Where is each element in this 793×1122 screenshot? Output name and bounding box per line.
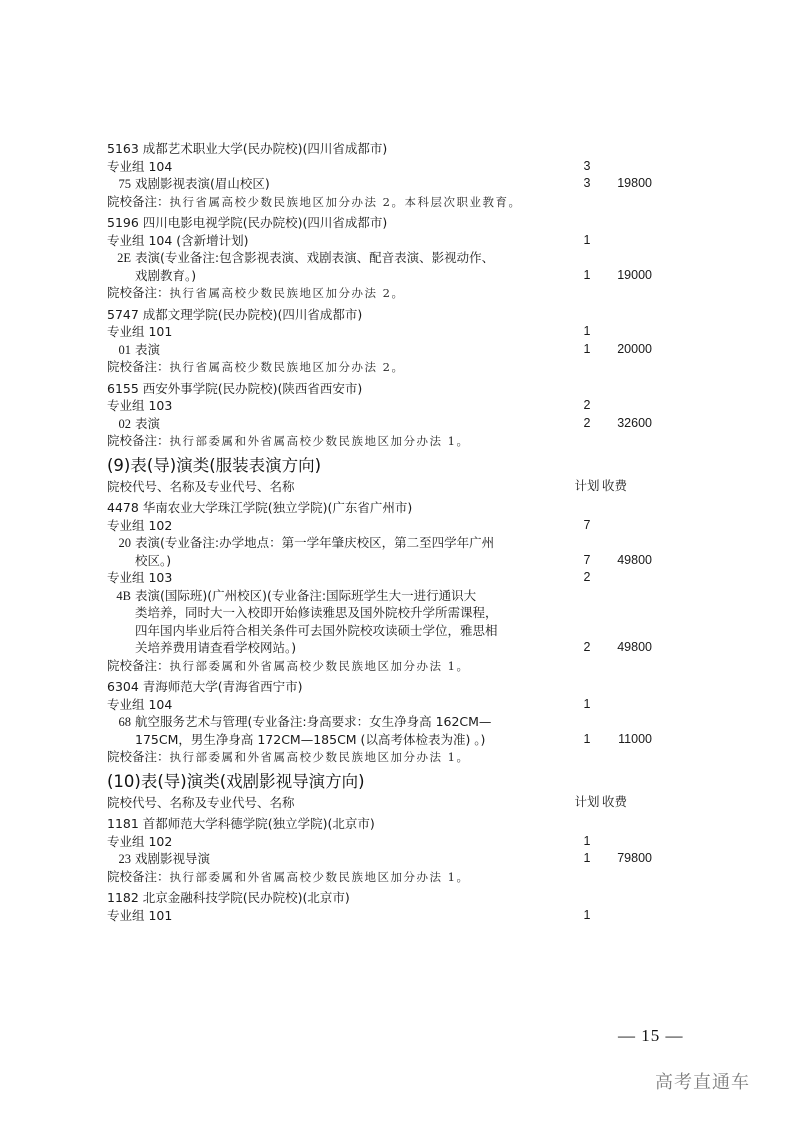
major-code: 02: [118, 416, 131, 431]
major-plan: 2: [583, 415, 591, 430]
school-header: [107, 380, 652, 398]
remark-text: 执行省属高校少数民族地区加分办法 2。: [169, 360, 405, 374]
group-row: [107, 907, 652, 925]
major-plan: 1: [583, 267, 591, 282]
group-row: [107, 323, 652, 341]
group-label: 专业组 102: [107, 833, 173, 849]
major-row: [107, 534, 652, 552]
school-header-text: 6304 青海师范大学(青海省西宁市): [107, 679, 303, 694]
major-name: 表演: [135, 341, 161, 357]
group-row: [107, 833, 652, 851]
group-row: [107, 397, 652, 415]
school-header: [107, 306, 652, 324]
school-header-text: 6155 西安外事学院(民办院校)(陕西省西安市): [107, 380, 363, 396]
school-block: [107, 380, 652, 450]
remark-label: 院校备注：: [107, 433, 170, 448]
school-header: [107, 815, 652, 833]
school-block: [107, 499, 652, 674]
major-plan: 2: [583, 640, 591, 654]
group-label: 专业组 104: [107, 158, 173, 174]
group-plan: 1: [583, 907, 591, 922]
school-header-text: 4478 华南农业大学珠江学院(独立学院)(广东省广州市): [107, 500, 413, 515]
major-fee: 19800: [617, 176, 652, 190]
watermark-text: 高考直通车: [655, 1072, 750, 1093]
major-code: 68: [118, 715, 131, 729]
school-header-text: 1182 北京金融科技学院(民办院校)(北京市): [107, 890, 350, 905]
major-name-continued: 175CM，男生净身高 172CM—185CM (以高考体检表为准) 。): [135, 731, 486, 747]
remark-label: 院校备注：: [107, 749, 170, 764]
major-row: [107, 850, 652, 868]
major-row: [107, 341, 652, 359]
group-plan: 2: [583, 570, 591, 584]
remark-text: 执行省属高校少数民族地区加分办法 2。: [169, 286, 405, 300]
major-plan: 1: [583, 851, 591, 865]
remark-text: 执行省属高校少数民族地区加分办法 2。本科层次职业教育。: [169, 194, 522, 209]
major-row-continued: [107, 731, 652, 749]
school-block: [107, 815, 652, 885]
major-fee: 49800: [617, 640, 652, 654]
remark-text: 执行部委属和外省属高校少数民族地区加分办法 1。: [169, 658, 470, 673]
remark-text: 执行部委属和外省属高校少数民族地区加分办法 1。: [169, 869, 470, 884]
major-name: 表演(专业备注:包含影视表演、戏剧表演、配音表演、影视动作、: [135, 250, 495, 265]
group-plan: 1: [583, 833, 591, 848]
major-code: 4B: [116, 588, 131, 603]
school-block: [107, 214, 652, 302]
group-label: 专业组 103: [107, 570, 173, 585]
school-block: [107, 678, 652, 766]
column-header-row: [107, 794, 652, 812]
group-row: [107, 517, 652, 535]
major-name: 戏剧影视导演: [135, 851, 211, 866]
column-header-name: 院校代号、名称及专业代号、名称: [107, 478, 295, 494]
school-header-text: 1181 首都师范大学科德学院(独立学院)(北京市): [107, 816, 375, 831]
remark-label: 院校备注：: [107, 868, 170, 884]
major-name: 航空服务艺术与管理(专业备注:身高要求：女生净身高 162CM—: [135, 714, 492, 729]
major-name: 表演: [135, 415, 161, 431]
school-remark: [107, 284, 652, 302]
remark-text: 执行部委属和外省属高校少数民族地区加分办法 1。: [169, 434, 470, 448]
remark-label: 院校备注：: [107, 285, 170, 300]
school-remark: [107, 432, 652, 450]
major-name: 戏剧影视表演(眉山校区): [135, 176, 270, 191]
major-fee: 19000: [617, 267, 652, 282]
group-label: 专业组 101: [107, 324, 173, 339]
remark-text: 执行部委属和外省属高校少数民族地区加分办法 1。: [169, 750, 470, 764]
school-remark: [107, 868, 652, 886]
column-header-row: [107, 478, 652, 496]
major-row-continued: [107, 622, 652, 640]
major-row: [107, 175, 652, 193]
group-label: 专业组 104: [107, 696, 173, 712]
major-plan: 1: [583, 341, 591, 356]
major-row-continued: [107, 552, 652, 570]
school-remark: [107, 193, 652, 211]
major-code: 20: [118, 536, 131, 550]
major-row: [107, 713, 652, 731]
school-header-text: 5163 成都艺术职业大学(民办院校)(四川省成都市): [107, 141, 388, 156]
school-header: [107, 214, 652, 232]
group-row: [107, 696, 652, 714]
remark-label: 院校备注：: [107, 657, 170, 673]
group-plan: 1: [583, 696, 591, 711]
group-plan: 2: [583, 398, 591, 412]
major-code: 75: [118, 177, 131, 191]
school-block: [107, 889, 652, 924]
column-header-plan: 计划: [574, 478, 600, 493]
school-block: [107, 306, 652, 376]
school-header-text: 5196 四川电影电视学院(民办院校)(四川省成都市): [107, 215, 388, 230]
group-label: 专业组 101: [107, 907, 173, 923]
major-name-continued: 四年国内毕业后符合相关条件可去国外院校攻读硕士学位，雅思相: [135, 622, 498, 638]
page-number: — 15 —: [618, 1026, 684, 1045]
group-plan: 7: [583, 517, 591, 532]
major-plan: 7: [583, 552, 591, 567]
group-label: 专业组 104 (含新增计划): [107, 232, 249, 248]
group-plan: 3: [583, 158, 591, 173]
major-code: 01: [118, 342, 131, 357]
group-row: [107, 569, 652, 587]
major-fee: 32600: [617, 415, 652, 430]
major-code: 23: [118, 852, 131, 866]
major-plan: 1: [583, 731, 591, 746]
major-name-continued: 类培养，同时大一入校即开始修读雅思及国外院校升学所需课程，: [135, 605, 498, 620]
major-fee: 20000: [617, 341, 652, 356]
major-row-continued: [107, 267, 652, 285]
school-remark: [107, 748, 652, 766]
major-name-continued: 戏剧教育。): [135, 267, 197, 283]
group-row: [107, 232, 652, 250]
major-row-continued: [107, 604, 652, 622]
school-remark: [107, 657, 652, 675]
group-label: 专业组 102: [107, 517, 173, 533]
school-header: [107, 140, 652, 158]
major-code: 2E: [117, 251, 131, 265]
major-row: [107, 587, 652, 605]
section-title: (10)表(导)演类(戏剧影视导演方向): [107, 771, 365, 791]
column-header-name: 院校代号、名称及专业代号、名称: [107, 794, 295, 810]
school-header: [107, 499, 652, 517]
remark-label: 院校备注：: [107, 359, 170, 374]
group-plan: 1: [583, 324, 591, 338]
major-name-continued: 校区。): [135, 552, 172, 568]
group-plan: 1: [583, 232, 591, 247]
major-name: 表演(专业备注:办学地点：第一学年肇庆校区，第二至四学年广州: [135, 535, 495, 550]
group-row: [107, 158, 652, 176]
section-title: (9)表(导)演类(服装表演方向): [107, 455, 322, 475]
major-fee: 79800: [617, 851, 652, 865]
major-row: [107, 415, 652, 433]
major-row-continued: [107, 639, 652, 657]
document-page: [107, 140, 652, 924]
major-name-continued: 关培养费用请查看学校网站。): [135, 640, 297, 655]
group-label: 专业组 103: [107, 398, 173, 413]
column-header-fee: 收费: [602, 794, 628, 809]
major-plan: 3: [583, 176, 591, 190]
school-block: [107, 140, 652, 210]
major-row: [107, 249, 652, 267]
school-header: [107, 678, 652, 696]
major-fee: 49800: [617, 552, 652, 567]
school-header-text: 5747 成都文理学院(民办院校)(四川省成都市): [107, 306, 363, 322]
column-header-fee: 收费: [602, 478, 628, 493]
major-name: 表演(国际班)(广州校区)(专业备注:国际班学生大一进行通识大: [135, 587, 477, 603]
remark-label: 院校备注：: [107, 193, 170, 209]
major-fee: 11000: [618, 731, 652, 746]
column-header-plan: 计划: [574, 794, 600, 809]
school-header: [107, 889, 652, 907]
school-remark: [107, 358, 652, 376]
